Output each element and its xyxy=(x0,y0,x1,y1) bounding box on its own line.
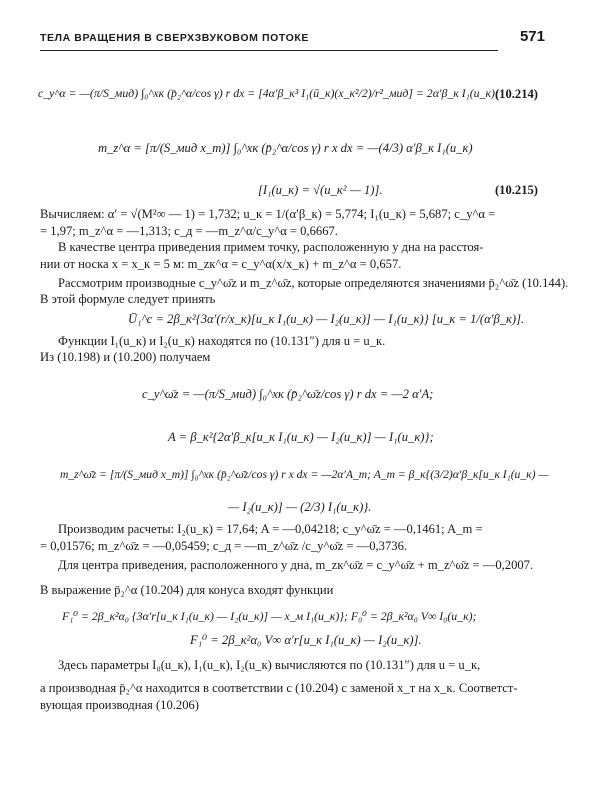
formula-a: A = β_к²{2α′β_к[u_к I₁(u_к) — I₂(u_к)] — I₁(u_к)}; xyxy=(168,430,434,444)
equation-number-10-214: (10.214) xyxy=(494,87,538,101)
page-number: 571 xyxy=(519,28,545,45)
text-expression-line: В выражение p̄₂^α (10.204) для конуса входят функции xyxy=(40,583,334,597)
formula-10-214: c_y^α = —(π/S_мид) ∫₀^xк (p̄₂^α/cos γ) r dx = [4α′β_к³ I₁(ū_к)(x_к²/2)/r²_мид] = 2α′β_к I₁(u_к); xyxy=(38,86,499,100)
text-results-line-2: = 0,01576; m_z^ω̄z = —0,05459; c_д = —m_z^ω̄z /c_y^ω̄z = —0,3736. xyxy=(40,539,408,553)
text-derivatives-line-1: Рассмотрим производные c_y^ω̄z и m_z^ω̄z, которые определяются значениями p̄₂^ω̄z (10.144). xyxy=(58,276,569,290)
text-params-line-3: вующая производная (10.206) xyxy=(40,698,199,712)
header-rule xyxy=(40,50,498,51)
text-results-line-1: Производим расчеты: I₂(u_к) = 17,64; A = —0,04218; c_y^ω̄z = —0,1461; A_m = xyxy=(58,522,483,536)
text-params-line-2: а производная p̄₂^α находится в соответствии с (10.204) с заменой x_т на x_к. Соответст- xyxy=(40,681,518,695)
text-obtain-line: Из (10.198) и (10.200) получаем xyxy=(40,350,211,364)
formula-am-tail: — I₂(u_к)] — (2/3) I₁(u_к)}. xyxy=(228,500,372,514)
formula-f1-f0: F₁⁰ = 2β_к²α₀ {3α′r[u_к I₁(u_к) — I₂(u_к)] — x_м I₁(u_к)}; F₀⁰ = 2β_к²α₀ V∞ I₀(u_к); xyxy=(62,609,477,623)
formula-mz-omega: m_z^ω̄z = [π/(S_мид x_т)] ∫₀^xк (p̄₂^ω̄z/cos γ) r x dx = —2α′A_m; A_m = β_к{(3/2)α′β_к[u_к I₁(u_к) — xyxy=(60,468,549,481)
text-derivatives-line-2: В этой формуле следует принять xyxy=(40,292,216,306)
running-header xyxy=(40,28,545,52)
formula-mz-alpha: m_z^α = [π/(S_мид x_т)] ∫₀^xк (p̄₂^α/cos γ) r x dx = —(4/3) α′β_к I₁(u_к) xyxy=(98,141,473,155)
text-center-line-1: В качестве центра приведения примем точку, расположенную у дна на расстоя- xyxy=(58,240,484,254)
formula-i1: [I₁(u_к) = √(u_к² — 1)]. xyxy=(258,183,383,197)
equation-number-10-215: (10.215) xyxy=(494,183,538,197)
text-params-line-1: Здесь параметры I₀(u_к), I₁(u_к), I₂(u_к) вычисляются по (10.131″) для u = u_к, xyxy=(58,658,481,672)
header-title: ТЕЛА ВРАЩЕНИЯ В СВЕРХЗВУКОВОМ ПОТОКЕ xyxy=(40,32,310,44)
formula-f1-second: F₁⁰ = 2β_к²α₀ V∞ α′r[u_к I₁(u_к) — I₂(u_к)]. xyxy=(190,633,422,647)
text-center-line-2: нии от носка x = x_к = 5 м: m_zк^α = c_y^α(x/x_к) + m_z^α = 0,657. xyxy=(40,257,402,271)
formula-cy-omega: c_y^ω̄z = —(π/S_мид) ∫₀^xк (p̄₂^ω̄z/cos γ) r dx = —2 α′A; xyxy=(142,387,434,401)
text-functions-line: Функции I₁(u_к) и I₂(u_к) находятся по (10.131″) для u = u_к. xyxy=(58,334,386,348)
text-calc-line-1: Вычисляем: α′ = √(M²∞ — 1) = 1,732; u_к = 1/(α′β_к) = 5,774; I₁(u_к) = 5,687; c_y^α = xyxy=(40,207,496,221)
text-calc-line-2: = 1,97; m_z^α = —1,313; c_д = —m_z^α/c_y^α = 0,6667. xyxy=(40,224,338,238)
text-bottom-center-line: Для центра приведения, расположенного у дна, m_zк^ω̄z = c_y^ω̄z + m_z^ω̄z = —0,2007. xyxy=(58,558,534,572)
formula-u1: Ū₁^с = 2β_к²{3α′(r/x_к)[u_к I₁(u_к) — I₂(u_к)] — I₁(u_к)} [u_к = 1/(α′β_к)]. xyxy=(128,312,525,326)
